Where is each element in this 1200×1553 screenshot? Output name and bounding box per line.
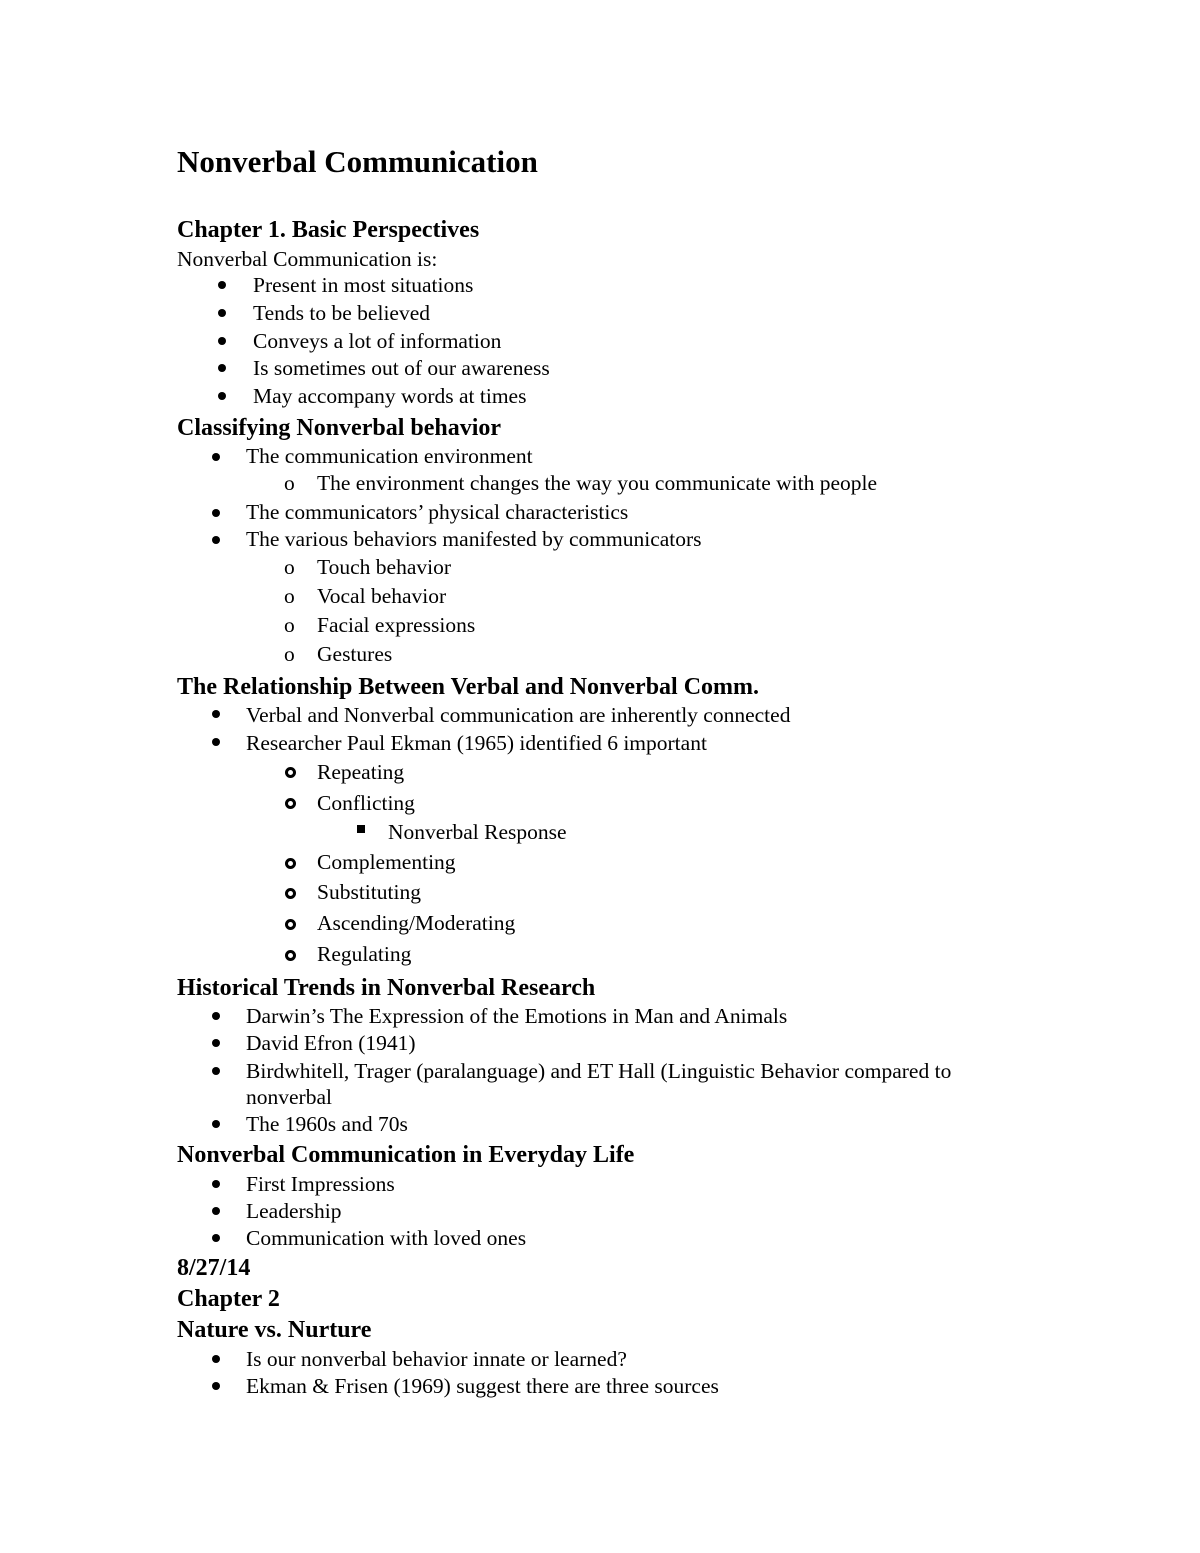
hollow-bullet-icon: o (284, 555, 295, 579)
list-item: Conflicting (317, 791, 415, 815)
date-heading: 8/27/14 (177, 1255, 251, 1281)
hollow-bullet-icon: o (284, 584, 295, 608)
bullet-icon (212, 738, 220, 746)
circle-bullet-icon (285, 888, 296, 899)
list-item: Communication with loved ones (246, 1226, 527, 1250)
list-item: Touch behavior (317, 555, 452, 579)
document-title: Nonverbal Communication (177, 144, 538, 179)
list-item: Present in most situations (253, 273, 474, 297)
circle-bullet-icon (285, 919, 296, 930)
bullet-icon (212, 1234, 220, 1242)
bullet-icon (212, 1355, 220, 1363)
bullet-icon (212, 1207, 220, 1215)
bullet-icon (212, 1039, 220, 1047)
list-item: Conveys a lot of information (253, 329, 502, 353)
classifying-heading: Classifying Nonverbal behavior (177, 415, 502, 441)
list-item: Repeating (317, 760, 405, 784)
square-bullet-icon (357, 825, 365, 833)
list-item: Substituting (317, 880, 421, 904)
historical-heading: Historical Trends in Nonverbal Research (177, 975, 596, 1001)
list-item: Ekman & Frisen (1969) suggest there are three sources (246, 1374, 719, 1398)
bullet-icon (212, 1012, 220, 1020)
list-item: May accompany words at times (253, 384, 527, 408)
bullet-icon (212, 710, 220, 718)
hollow-bullet-icon: o (284, 471, 295, 495)
list-item: Verbal and Nonverbal communication are inherently connected (246, 703, 791, 727)
list-item: Is sometimes out of our awareness (253, 356, 550, 380)
circle-bullet-icon (285, 767, 296, 778)
bullet-icon (212, 1382, 220, 1390)
relationship-heading: The Relationship Between Verbal and Nonverbal Comm. (177, 674, 760, 700)
list-item: Leadership (246, 1199, 342, 1223)
list-item: Nonverbal Response (388, 820, 567, 844)
list-item: The communication environment (246, 444, 533, 468)
chapter1-heading: Chapter 1. Basic Perspectives (177, 217, 480, 243)
bullet-icon (218, 309, 226, 317)
list-item: Researcher Paul Ekman (1965) identified 6 important (246, 731, 707, 755)
hollow-bullet-icon: o (284, 642, 295, 666)
list-item: Gestures (317, 642, 393, 666)
list-item: Vocal behavior (317, 584, 447, 608)
circle-bullet-icon (285, 858, 296, 869)
circle-bullet-icon (285, 798, 296, 809)
list-item: The environment changes the way you communicate with people (317, 471, 878, 495)
list-item-continuation: nonverbal (246, 1085, 332, 1109)
chapter2-heading: Chapter 2 (177, 1286, 280, 1312)
chapter1-intro: Nonverbal Communication is: (177, 247, 438, 271)
list-item: Tends to be believed (253, 301, 431, 325)
bullet-icon (212, 1067, 220, 1075)
bullet-icon (218, 337, 226, 345)
circle-bullet-icon (285, 950, 296, 961)
bullet-icon (212, 453, 220, 461)
hollow-bullet-icon: o (284, 613, 295, 637)
bullet-icon (212, 1180, 220, 1188)
list-item: The various behaviors manifested by communicators (246, 527, 702, 551)
list-item: Facial expressions (317, 613, 476, 637)
bullet-icon (212, 509, 220, 517)
nature-nurture-heading: Nature vs. Nurture (177, 1317, 372, 1343)
list-item: Birdwhitell, Trager (paralanguage) and ET Hall (Linguistic Behavior compared to (246, 1059, 952, 1083)
bullet-icon (218, 281, 226, 289)
bullet-icon (218, 392, 226, 400)
list-item: David Efron (1941) (246, 1031, 416, 1055)
everyday-heading: Nonverbal Communication in Everyday Life (177, 1142, 635, 1168)
list-item: The communicators’ physical characteristics (246, 500, 629, 524)
list-item: First Impressions (246, 1172, 395, 1196)
list-item: Complementing (317, 850, 456, 874)
list-item: The 1960s and 70s (246, 1112, 408, 1136)
bullet-icon (218, 364, 226, 372)
list-item: Ascending/Moderating (317, 911, 516, 935)
list-item: Darwin’s The Expression of the Emotions in Man and Animals (246, 1004, 788, 1028)
bullet-icon (212, 1120, 220, 1128)
list-item: Is our nonverbal behavior innate or learned? (246, 1347, 627, 1371)
list-item: Regulating (317, 942, 412, 966)
bullet-icon (212, 536, 220, 544)
